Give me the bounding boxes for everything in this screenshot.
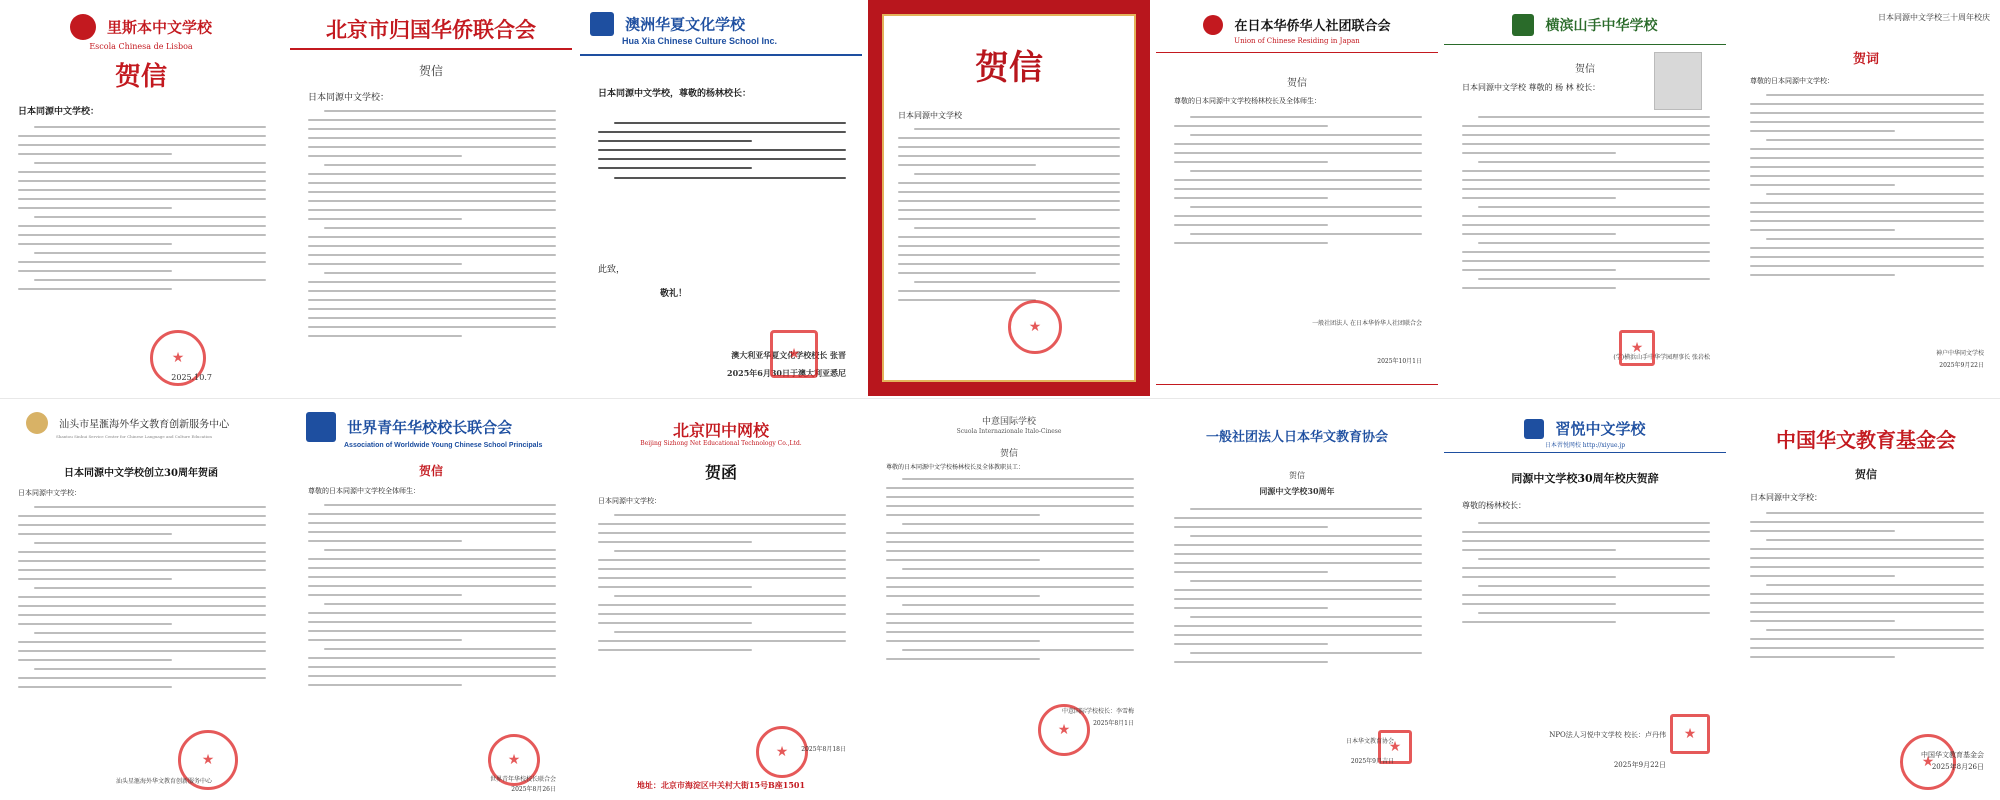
letter-title: 贺信 bbox=[1575, 64, 1595, 75]
letter-beijing-returned-overseas bbox=[290, 0, 572, 396]
salutation: 日本同源中文学校： bbox=[18, 489, 81, 497]
signatory: (学)横浜山手中华学园理事长 张岩松 bbox=[1613, 354, 1710, 361]
signatory: 神户中华同文学校 bbox=[1935, 350, 1984, 357]
letter-japan-chinese-edu-assoc bbox=[1156, 404, 1438, 800]
salutation: 尊敬的日本同源中文学校： bbox=[1750, 77, 1834, 85]
salutation: 日本同源中文学校 尊敬的 杨 林 校长： bbox=[1462, 83, 1601, 92]
signatory: 中国华文教育基金会 bbox=[1921, 751, 1984, 759]
school-logo-icon bbox=[1524, 419, 1544, 439]
org-subtitle: Beijing Sizhong Net Educational Technology Co.,Ltd. bbox=[640, 440, 802, 447]
letter-body bbox=[1750, 512, 1984, 665]
letter-body bbox=[18, 506, 266, 695]
sign-date: 2025年6月30日于澳大利亚悉尼 bbox=[727, 368, 846, 378]
closing: 此致， bbox=[598, 265, 626, 275]
org-name: 日本同源中文学校三十周年校庆 bbox=[1878, 13, 1990, 22]
org-subtitle: 日本習悦网校 http://xiyue.jp bbox=[1544, 442, 1626, 449]
letter-lisbon bbox=[0, 0, 282, 396]
org-name: 中意国际学校 bbox=[981, 417, 1036, 427]
letter-title: 贺信 bbox=[975, 48, 1043, 88]
letter-body bbox=[598, 514, 846, 658]
letter-body bbox=[1462, 116, 1710, 296]
letter-china-huawen-foundation bbox=[1732, 404, 2000, 800]
org-subtitle: Escola Chinesa de Lisboa bbox=[89, 42, 193, 51]
letter-body bbox=[1174, 508, 1422, 670]
letter-title: 贺信 bbox=[999, 449, 1018, 459]
sign-date: 2025年8月26日 bbox=[511, 786, 556, 793]
org-name: 澳洲华夏文化学校 bbox=[625, 15, 746, 34]
sign-date: 2025年8月18日 bbox=[801, 746, 846, 753]
letter-title: 贺信 bbox=[114, 62, 167, 92]
letter-body bbox=[598, 122, 846, 186]
letter-beijing-sizhong bbox=[580, 404, 862, 800]
letter-title: 贺信 bbox=[1289, 471, 1305, 480]
salutation: 尊敬的日本同源中文学校杨林校长及全体师生： bbox=[1174, 97, 1321, 105]
org-name: 世界青年华校校长联合会 bbox=[347, 418, 513, 437]
sign-date: 2025年10月1日 bbox=[1377, 358, 1422, 365]
salutation: 尊敬的日本同源中文学校杨林校长及全体教职员工： bbox=[886, 464, 1025, 471]
letter-huaxia-australia bbox=[580, 0, 862, 396]
closing-regards: 敬礼！ bbox=[660, 289, 688, 299]
signatory: 一般社团法人 在日本华侨华人社团联合会 bbox=[1312, 320, 1422, 327]
letter-xiyue bbox=[1444, 404, 1726, 800]
letter-title: 日本同源中文学校创立30周年贺函 bbox=[64, 468, 218, 479]
red-seal-stamp bbox=[1008, 300, 1062, 354]
letter-body bbox=[308, 110, 556, 344]
principal-photo bbox=[1654, 52, 1702, 110]
org-name: 汕头市星滙海外华文教育创新服务中心 bbox=[59, 419, 230, 431]
letter-title: 同源中文学校30周年校庆贺辞 bbox=[1511, 472, 1659, 485]
org-subtitle: Association of Worldwide Young Chinese School Principals bbox=[344, 442, 543, 449]
association-logo-icon bbox=[306, 412, 336, 442]
org-name: 習悦中文学校 bbox=[1555, 420, 1646, 438]
letter-union-chinese-japan bbox=[1156, 0, 1438, 396]
letter-body bbox=[886, 478, 1134, 667]
letter-body bbox=[898, 128, 1120, 308]
salutation: 尊敬的日本同源中文学校全体师生： bbox=[308, 487, 420, 495]
org-name: 横滨山手中华学校 bbox=[1545, 18, 1658, 34]
salutation: 尊敬的杨林校长： bbox=[1462, 501, 1526, 510]
letter-body bbox=[18, 126, 266, 297]
letter-title: 贺信 bbox=[418, 464, 443, 478]
red-seal-stamp bbox=[1619, 330, 1655, 366]
sign-date: 2025年8月26日 bbox=[1931, 763, 1984, 771]
letter-body bbox=[1750, 94, 1984, 283]
center-logo-icon bbox=[26, 412, 48, 434]
letter-body bbox=[1462, 522, 1710, 630]
sign-date: 2025年8月1日 bbox=[1093, 720, 1134, 727]
salutation: 日本同源中文学校： bbox=[308, 93, 390, 103]
letter-italo-cinese bbox=[868, 404, 1150, 800]
letter-shantou-sinhui bbox=[0, 404, 282, 800]
salutation: 日本同源中文学校： bbox=[1750, 493, 1822, 502]
sign-date: 2025年9月吉日 bbox=[1350, 758, 1394, 765]
signatory: 汕头星滙海外华文教育创新服务中心 bbox=[115, 778, 212, 785]
footer-address: 地址：北京市海淀区中关村大街15号B座1501 bbox=[636, 780, 806, 790]
letter-title: 贺信 bbox=[1287, 78, 1307, 89]
org-subtitle: Scuola Internazionale Italo-Cinese bbox=[956, 428, 1062, 435]
signatory: 中意国际学校校长：李雪梅 bbox=[1061, 708, 1134, 715]
org-name: 里斯本中文学校 bbox=[107, 18, 213, 37]
salutation: 日本同源中文学校： bbox=[598, 497, 661, 505]
school-logo-icon bbox=[590, 12, 614, 36]
org-subtitle: Hua Xia Chinese Culture School Inc. bbox=[622, 36, 778, 46]
letter-body bbox=[308, 504, 556, 693]
sign-date: 2025年9月22日 bbox=[1613, 761, 1666, 769]
school-logo-icon bbox=[1512, 14, 1534, 36]
school-logo-icon bbox=[70, 14, 96, 40]
org-name: 北京市归国华侨联合会 bbox=[326, 17, 536, 42]
letter-title: 贺函 bbox=[704, 463, 737, 482]
org-subtitle: Shantou Sinhui Service Center for Chinese Language and Culture Education bbox=[56, 434, 212, 439]
letter-kobe-tongwen bbox=[1732, 0, 2000, 396]
letter-red-frame bbox=[868, 0, 1150, 396]
letter-title: 贺词 bbox=[1852, 52, 1879, 67]
letter-title: 贺信 bbox=[418, 64, 443, 78]
letter-yokohama-yamate bbox=[1444, 0, 1726, 396]
org-name: 北京四中网校 bbox=[672, 421, 769, 440]
signatory: 日本华文教育协会 bbox=[1345, 738, 1394, 745]
sign-date: 2025.10.7 bbox=[171, 373, 212, 382]
letter-title: 贺信 bbox=[1855, 468, 1877, 481]
org-subtitle: Union of Chinese Residing in Japan bbox=[1234, 36, 1360, 45]
org-name: 中国华文教育基金会 bbox=[1776, 428, 1956, 452]
salutation: 日本同源中文学校： bbox=[18, 107, 100, 117]
red-seal-stamp bbox=[756, 726, 808, 778]
letter-body bbox=[1174, 116, 1422, 251]
letter-subtitle: 同源中文学校30周年 bbox=[1259, 486, 1335, 496]
salutation: 日本同源中文学校 bbox=[898, 111, 962, 120]
signatory: 澳大利亚华夏文化学校校长 张晋 bbox=[731, 350, 846, 360]
letter-awycsp bbox=[290, 404, 572, 800]
org-name: 在日本华侨华人社团联合会 bbox=[1234, 19, 1391, 34]
salutation: 日本同源中文学校，尊敬的杨林校长： bbox=[598, 89, 752, 99]
signatory: 世界青年华校校长联合会 bbox=[489, 776, 556, 783]
red-seal-stamp bbox=[1670, 714, 1710, 754]
red-seal-stamp bbox=[770, 330, 818, 378]
union-logo-icon bbox=[1203, 15, 1223, 35]
sign-date: 2025年9月22日 bbox=[1939, 362, 1984, 369]
signatory: NPO法人习悦中文学校 校长：卢丹伟 bbox=[1549, 731, 1666, 739]
org-name: 一般社团法人日本华文教育协会 bbox=[1205, 430, 1388, 445]
